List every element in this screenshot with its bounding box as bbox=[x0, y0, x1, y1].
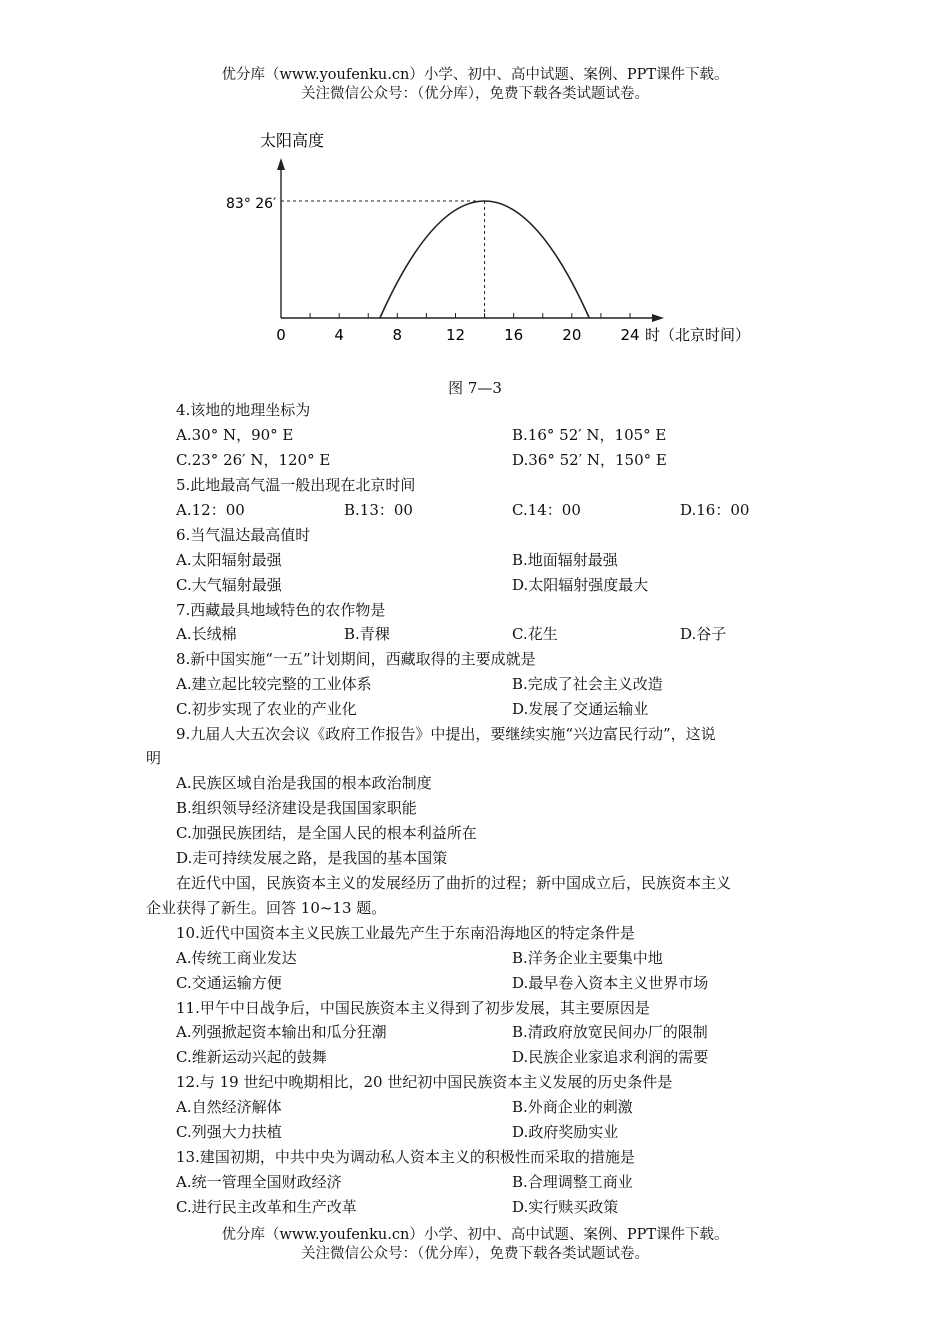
question-11-option-a: A.列强掀起资本输出和瓜分狂潮 bbox=[176, 1023, 387, 1041]
question-9-option-a: A.民族区域自治是我国的根本政治制度 bbox=[176, 774, 432, 792]
question-7-stem: 7.西藏最具地域特色的农作物是 bbox=[176, 601, 386, 619]
question-9-option-d: D.走可持续发展之路，是我国的基本国策 bbox=[176, 849, 448, 867]
question-10-option-c: C.交通运输方便 bbox=[176, 974, 282, 992]
question-10-option-b: B.洋务企业主要集中地 bbox=[512, 949, 663, 967]
question-10-stem: 10.近代中国资本主义民族工业最先产生于东南沿海地区的特定条件是 bbox=[176, 924, 635, 942]
question-8-option-d: D.发展了交通运输业 bbox=[512, 700, 649, 718]
question-13-option-d: D.实行赎买政策 bbox=[512, 1198, 619, 1216]
question-4-option-a: A.30° N，90° E bbox=[176, 426, 294, 444]
question-13-stem: 13.建国初期，中共中央为调动私人资本主义的积极性而采取的措施是 bbox=[176, 1148, 635, 1166]
chart-y-axis-label: 太阳高度 bbox=[260, 131, 325, 150]
question-13-option-a: A.统一管理全国财政经济 bbox=[176, 1173, 342, 1191]
question-4-stem: 4.该地的地理坐标为 bbox=[176, 401, 311, 419]
x-tick-label: 20 bbox=[562, 326, 582, 344]
x-tick-label: 8 bbox=[392, 326, 403, 344]
question-13-option-c: C.进行民主改革和生产改革 bbox=[176, 1198, 357, 1216]
question-7-option-c: C.花生 bbox=[512, 625, 558, 643]
question-12-option-d: D.政府奖励实业 bbox=[512, 1123, 619, 1141]
question-6-option-b: B.地面辐射最强 bbox=[512, 551, 618, 569]
question-7-option-a: A.长绒棉 bbox=[176, 625, 237, 643]
question-6-option-a: A.太阳辐射最强 bbox=[176, 551, 282, 569]
x-tick-label: 0 bbox=[276, 326, 286, 344]
question-5-option-a: A.12：00 bbox=[176, 501, 245, 519]
sun-altitude-curve bbox=[380, 201, 589, 318]
footer-line-1: 优分库（www.youfenku.cn）小学、初中、高中试题、案例、PPT课件下载。 bbox=[221, 1227, 729, 1243]
question-8-option-a: A.建立起比较完整的工业体系 bbox=[176, 675, 372, 693]
question-6-option-d: D.太阳辐射强度最大 bbox=[512, 576, 649, 594]
x-axis-arrow bbox=[652, 314, 664, 322]
question-8-option-b: B.完成了社会主义改造 bbox=[512, 675, 663, 693]
section-intro-continued: 企业获得了新生。回答 10~13 题。 bbox=[146, 899, 387, 917]
question-12-stem: 12.与 19 世纪中晚期相比，20 世纪初中国民族资本主义发展的历史条件是 bbox=[176, 1073, 673, 1091]
question-11-stem: 11.甲午中日战争后，中国民族资本主义得到了初步发展，其主要原因是 bbox=[176, 999, 650, 1017]
question-5-option-b: B.13：00 bbox=[344, 501, 413, 519]
x-tick-label: 24 bbox=[620, 326, 640, 344]
question-6-stem: 6.当气温达最高值时 bbox=[176, 526, 311, 544]
footer-line-2: 关注微信公众号：（优分库），免费下载各类试题试卷。 bbox=[301, 1246, 649, 1262]
chart-peak-label: 83° 26′ bbox=[226, 196, 277, 212]
section-intro: 在近代中国，民族资本主义的发展经历了曲折的过程；新中国成立后，民族资本主义 bbox=[176, 874, 732, 892]
question-9-stem: 9.九届人大五次会议《政府工作报告》中提出，要继续实施“兴边富民行动”，这说 bbox=[176, 725, 716, 743]
y-axis-arrow bbox=[277, 158, 285, 170]
question-5-option-d: D.16：00 bbox=[680, 501, 750, 519]
question-7-option-b: B.青稞 bbox=[344, 625, 390, 643]
question-5-stem: 5.此地最高气温一般出现在北京时间 bbox=[176, 476, 416, 494]
question-9-option-b: B.组织领导经济建设是我国国家职能 bbox=[176, 799, 417, 817]
question-13-option-b: B.合理调整工商业 bbox=[512, 1173, 633, 1191]
question-11-option-b: B.清政府放宽民间办厂的限制 bbox=[512, 1023, 708, 1041]
question-11-option-c: C.维新运动兴起的鼓舞 bbox=[176, 1048, 327, 1066]
figure-caption: 图 7—3 bbox=[448, 379, 502, 397]
question-7-option-d: D.谷子 bbox=[680, 625, 727, 643]
question-12-option-b: B.外商企业的刺激 bbox=[512, 1098, 633, 1116]
page-footer bbox=[0, 1226, 950, 1264]
question-8-stem: 8.新中国实施“一五”计划期间，西藏取得的主要成就是 bbox=[176, 650, 536, 668]
header-line-2: 关注微信公众号：（优分库），免费下载各类试题试卷。 bbox=[301, 86, 649, 102]
question-4-option-b: B.16° 52′ N，105° E bbox=[512, 426, 667, 444]
question-9-option-c: C.加强民族团结，是全国人民的根本利益所在 bbox=[176, 824, 477, 842]
question-12-option-a: A.自然经济解体 bbox=[176, 1098, 282, 1116]
question-8-option-c: C.初步实现了农业的产业化 bbox=[176, 700, 357, 718]
sun-altitude-chart bbox=[0, 0, 950, 370]
x-tick-label: 12 bbox=[445, 326, 466, 344]
x-tick-label: 4 bbox=[334, 326, 344, 344]
question-9-stem-continued: 明 bbox=[146, 749, 162, 767]
header-line-1: 优分库（www.youfenku.cn）小学、初中、高中试题、案例、PPT课件下载。 bbox=[221, 67, 729, 83]
question-6-option-c: C.大气辐射最强 bbox=[176, 576, 282, 594]
question-11-option-d: D.民族企业家追求利润的需要 bbox=[512, 1048, 709, 1066]
question-10-option-a: A.传统工商业发达 bbox=[176, 949, 297, 967]
question-5-option-c: C.14：00 bbox=[512, 501, 581, 519]
question-4-option-c: C.23° 26′ N，120° E bbox=[176, 451, 331, 469]
question-4-option-d: D.36° 52′ N，150° E bbox=[512, 451, 667, 469]
chart-x-axis-label: 时（北京时间） bbox=[645, 326, 751, 344]
x-tick-label: 16 bbox=[504, 326, 524, 344]
question-12-option-c: C.列强大力扶植 bbox=[176, 1123, 282, 1141]
question-10-option-d: D.最早卷入资本主义世界市场 bbox=[512, 974, 709, 992]
